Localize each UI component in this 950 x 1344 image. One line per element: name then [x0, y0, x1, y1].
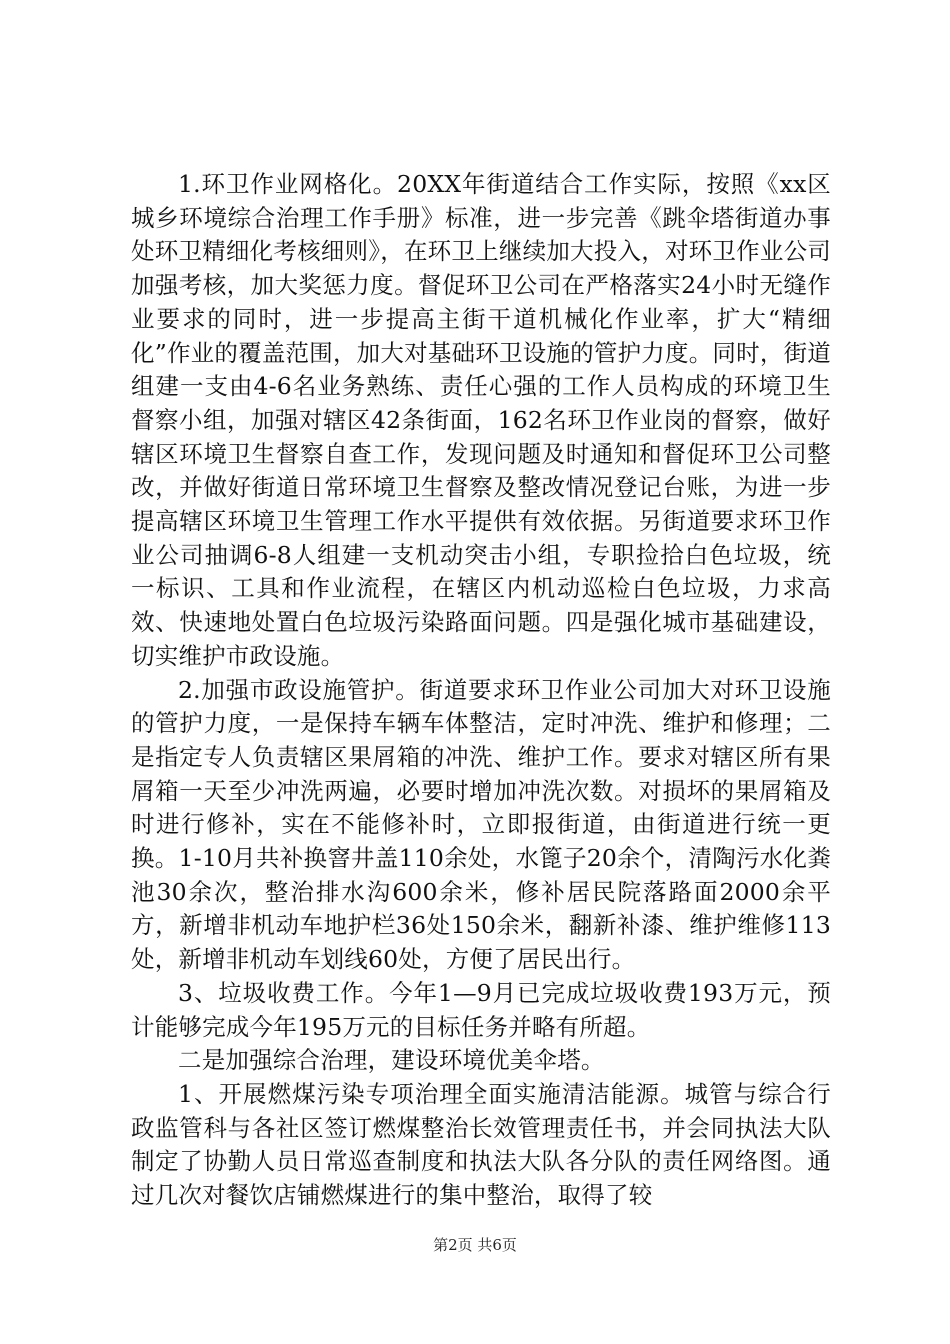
paragraph-municipal-facilities: 2.加强市政设施管护。街道要求环卫作业公司加大对环卫设施的管护力度，一是保持车辆车体整洁，定时冲洗、维护和修理；二是指定专人负责辖区果屑箱的冲洗、维护工作。要求对辖区所有果屑箱一天至少冲洗两遍，必要时增加冲洗次数。对损坏的果屑箱及时进行修补，实在不能修补时，立即报街道，由街道进行统一更换。1-10月共补换窨井盖110余处，水篦子20余个，清陶污水化粪池30余次，整治排水沟600余米，修补居民院落路面2000余平方，新增非机动车地护栏36处150余米，翻新补漆、维护维修113处，新增非机动车划线60处，方便了居民出行。	[131, 675, 831, 974]
paragraph-section-heading: 二是加强综合治理，建设环境优美伞塔。	[178, 1046, 605, 1075]
paragraph-garbage-fees: 3、垃圾收费工作。今年1—9月已完成垃圾收费193万元，预计能够完成今年195万元的目标任务并略有所超。	[131, 978, 831, 1041]
paragraph-sanitation-grid: 1.环卫作业网格化。20XX年街道结合工作实际，按照《xx区城乡环境综合治理工作手册》标准，进一步完善《跳伞塔街道办事处环卫精细化考核细则》，在环卫上继续加大投入，对环卫作业公司加强考核，加大奖惩力度。督促环卫公司在严格落实24小时无缝作业要求的同时，进一步提高主街干道机械化作业率，扩大“精细化”作业的覆盖范围，加大对基础环卫设施的管护力度。同时，街道组建一支由4-6名业务熟练、责任心强的工作人员构成的环境卫生督察小组，加强对辖区42条街面，162名环卫作业岗的督察，做好辖区环境卫生督察自查工作，发现问题及时通知和督促环卫公司整改，并做好街道日常环境卫生督察及整改情况登记台账，为进一步提高辖区环境卫生管理工作水平提供有效依据。另街道要求环卫作业公司抽调6-8人组建一支机动突击小组，专职捡拾白色垃圾，统一标识、工具和作业流程，在辖区内机动巡检白色垃圾，力求高效、快速地处置白色垃圾污染路面问题。四是强化城市基础建设，切实维护市政设施。	[131, 170, 831, 670]
document-body	[131, 168, 831, 1213]
page-footer: 第2页 共6页	[433, 1236, 517, 1254]
paragraph-coal-pollution: 1、开展燃煤污染专项治理全面实施清洁能源。城管与综合行政监管科与各社区签订燃煤整治长效管理责任书，并会同执法大队制定了协勤人员日常巡查制度和执法大队各分队的责任网络图。通过几次对餐饮店铺燃煤进行的集中整治，取得了较	[131, 1079, 831, 1210]
